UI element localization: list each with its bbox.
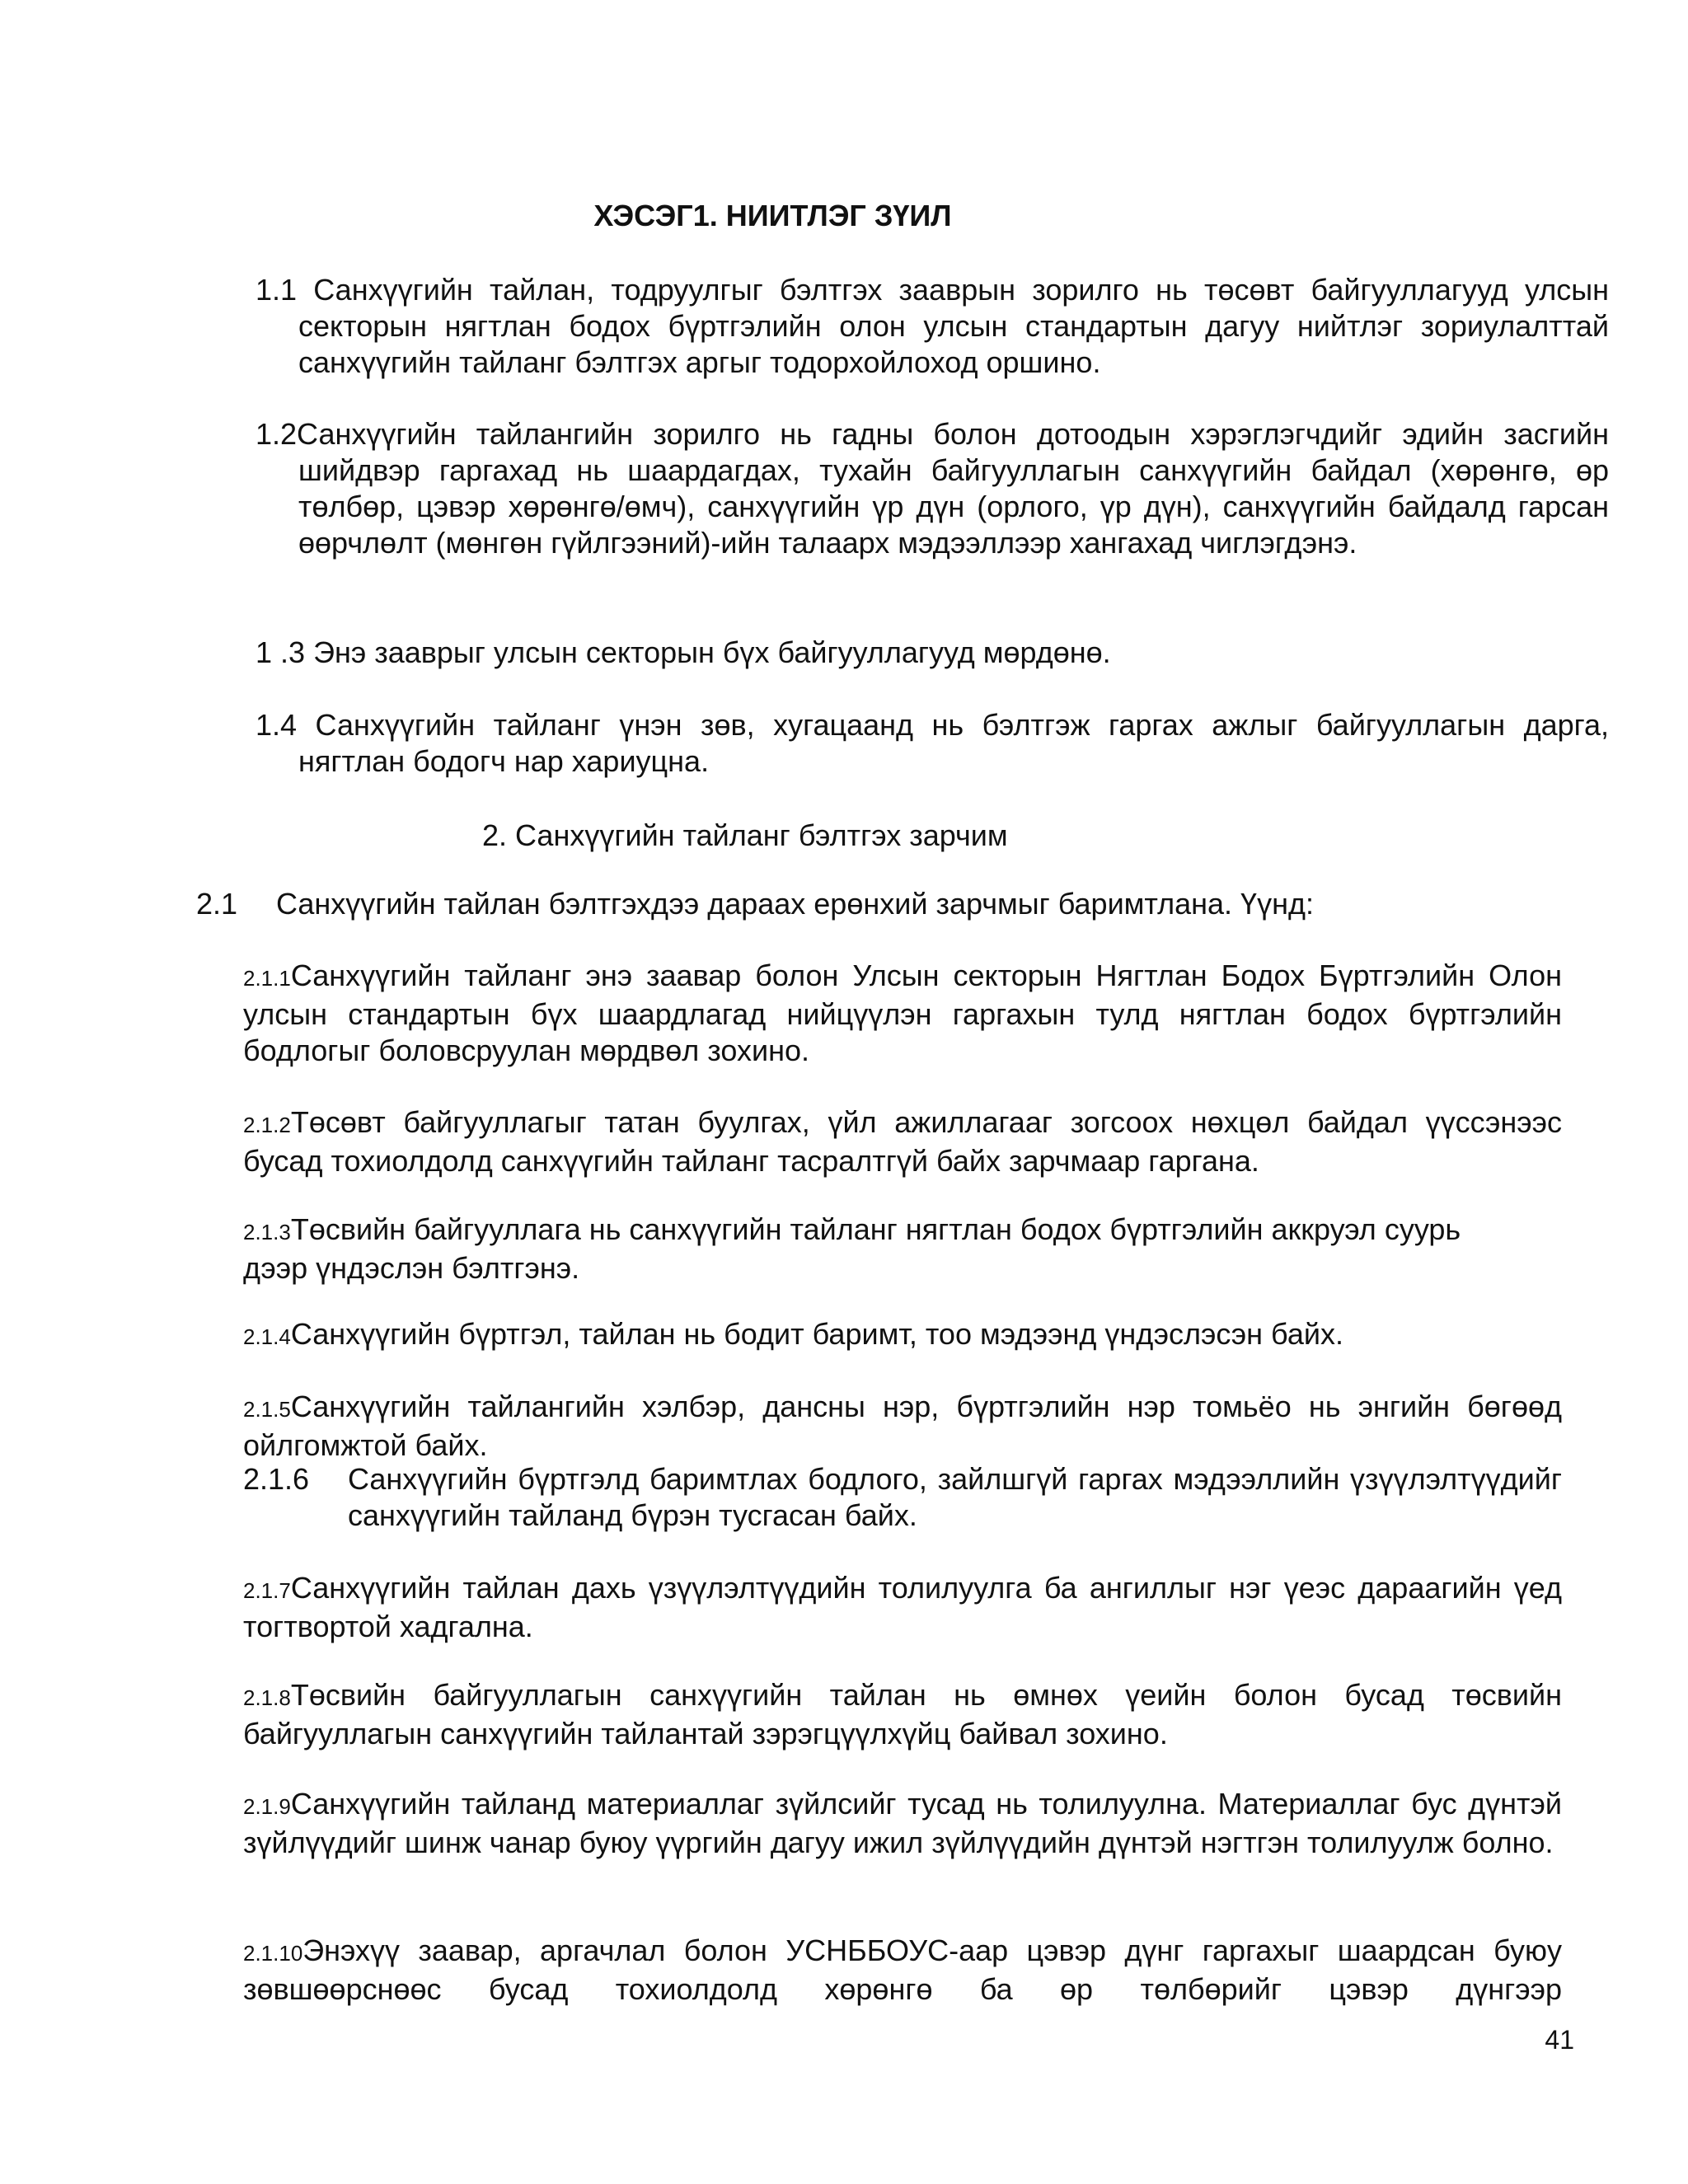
paragraph-text: Санхүүгийн тайлан бэлтгэхдээ дараах ерөнхий зарчмыг баримтлана. Үүнд: — [276, 887, 1314, 921]
paragraph-text: Санхүүгийн бүртгэлд баримтлах бодлого, зайлшгүй гаргах мэдээллийн үзүүлэлтүүдийг санхүүгийн тайланд бүрэн тусгасан байх. — [348, 1462, 1562, 1532]
page-number: 41 — [1545, 2025, 1574, 2055]
paragraph-number: 1.4 — [256, 708, 298, 742]
paragraph-text: Санхүүгийн тайлан дахь үзүүлэлтүүдийн толилуулга ба ангиллыг нэг үеэс дараагийн үед тогтвортой хадгална. — [243, 1571, 1562, 1643]
paragraph-number: 2.1.7 — [243, 1578, 291, 1603]
paragraph-number: 1.2 — [256, 417, 298, 451]
paragraph-2-1-8 — [243, 1677, 1562, 1752]
paragraph-2-1-1 — [243, 958, 1562, 1069]
paragraph-1-1 — [256, 272, 1609, 381]
paragraph-2-1-3 — [243, 1212, 1496, 1286]
paragraph-text: Энэ зааврыг улсын секторын бүх байгууллагууд мөрдөнө. — [313, 635, 1111, 669]
paragraph-2-1-5 — [243, 1389, 1562, 1464]
paragraph-1-3 — [256, 635, 1609, 671]
paragraph-number: 1 .3 — [256, 635, 306, 669]
paragraph-text: Санхүүгийн тайлангийн хэлбэр, дансны нэр, бүртгэлийн нэр томьёо нь энгийн бөгөөд ойлгомжтой байх. — [243, 1390, 1562, 1462]
paragraph-number: 2.1.3 — [243, 1220, 291, 1244]
paragraph-text: Санхүүгийн тайланг энэ заавар болон Улсын секторын Нягтлан Бодох Бүртгэлийн Олон улсын стандартын бүх шаардлагад нийцүүлэн гаргахын тулд нягтлан бодох бүртгэлийн бодлогыг боловсруулан мөрдвөл зохино. — [243, 958, 1562, 1067]
paragraph-2-1 — [196, 886, 1564, 922]
paragraph-number: 2.1.10 — [243, 1941, 303, 1966]
paragraph-text: Санхүүгийн тайланд материаллаг зүйлсийг тусад нь толилуулна. Материаллаг бус дүнтэй зүйлүүдийг шинж чанар буюу үүргийн дагуу ижил зүйлүүдийн дүнтэй нэгтгэн толилуулж болно. — [243, 1787, 1562, 1859]
paragraph-text: Санхүүгийн тайланг үнэн зөв, хугацаанд нь бэлтгэж гаргах ажлыг байгууллагын дарга, нягтлан бодогч нар хариуцна. — [298, 708, 1609, 778]
paragraph-text: Санхүүгийн бүртгэл, тайлан нь бодит баримт, тоо мэдээнд үндэслэсэн байх. — [290, 1317, 1343, 1351]
paragraph-number: 2.1.8 — [243, 1685, 291, 1710]
paragraph-text: Төсвийн байгууллагын санхүүгийн тайлан нь өмнөх үеийн болон бусад төсвийн байгууллагын санхүүгийн тайлантай зэрэгцүүлхүйц байвал зохино. — [243, 1678, 1562, 1750]
paragraph-number: 2.1.5 — [243, 1397, 291, 1422]
paragraph-1-2 — [256, 416, 1609, 561]
paragraph-number: 2.1 — [196, 887, 238, 921]
section-heading: ХЭСЭГ1. НИИТЛЭГ ЗҮИЛ — [593, 199, 952, 232]
paragraph-number: 2.1.9 — [243, 1794, 291, 1819]
paragraph-2-1-6 — [243, 1461, 1562, 1534]
paragraph-2-1-7 — [243, 1570, 1562, 1645]
paragraph-text: Төсвийн байгууллага нь санхүүгийн тайланг нягтлан бодох бүртгэлийн аккруэл суурь дээр үндэслэн бэлтгэнэ. — [243, 1212, 1461, 1285]
paragraph-2-1-9 — [243, 1786, 1562, 1861]
paragraph-text: Санхүүгийн тайлан, тодруулгыг бэлтгэх зааврын зорилго нь төсөвт байгууллагууд улсын секторын нягтлан бодох бүртгэлийн олон улсын стандартын дагуу нийтлэг зориулалттай санхүүгийн тайланг бэлтгэх аргыг тодорхойлоход оршино. — [298, 273, 1609, 379]
paragraph-number: 2.1.6 — [243, 1462, 310, 1496]
paragraph-number: 2.1.4 — [243, 1324, 291, 1349]
paragraph-text: Төсөвт байгууллагыг татан буулгах, үйл ажиллагааг зогсоох нөхцөл байдал үүссэнээс бусад тохиолдолд санхүүгийн тайланг тасралтгүй байх зарчмаар гаргана. — [243, 1105, 1562, 1178]
paragraph-2-1-4 — [243, 1316, 1562, 1355]
paragraph-number: 2.1.2 — [243, 1113, 291, 1137]
subheading-principles: 2. Санхүүгийн тайланг бэлтгэх зарчим — [482, 818, 1008, 852]
paragraph-2-1-10 — [243, 1933, 1562, 2008]
paragraph-text: Санхүүгийн тайлангийн зорилго нь гадны болон дотоодын хэрэглэгчдийг эдийн засгийн шийдвэр гаргахад нь шаардагдах, тухайн байгууллагын санхүүгийн байдал (хөрөнгө, өр төлбөр, цэвэр хөрөнгө/өмч), санхүүгийн үр дүн (орлого, үр дүн), санхүүгийн байдалд гарсан өөрчлөлт (мөнгөн гүйлгээний)-ийн талаарх мэдээллээр хангахад чиглэгдэнэ. — [297, 417, 1609, 560]
paragraph-number: 1.1 — [256, 273, 298, 307]
paragraph-1-4 — [256, 707, 1609, 780]
paragraph-number: 2.1.1 — [243, 966, 291, 991]
paragraph-2-1-2 — [243, 1104, 1562, 1179]
paragraph-text: Энэхүү заавар, аргачлал болон УСНББОУС-аар цэвэр дүнг гаргахыг шаардсан буюу зөвшөөрснөөс бусад тохиолдолд хөрөнгө ба өр төлбөрийг цэвэр дүнгээр — [243, 1933, 1562, 2006]
